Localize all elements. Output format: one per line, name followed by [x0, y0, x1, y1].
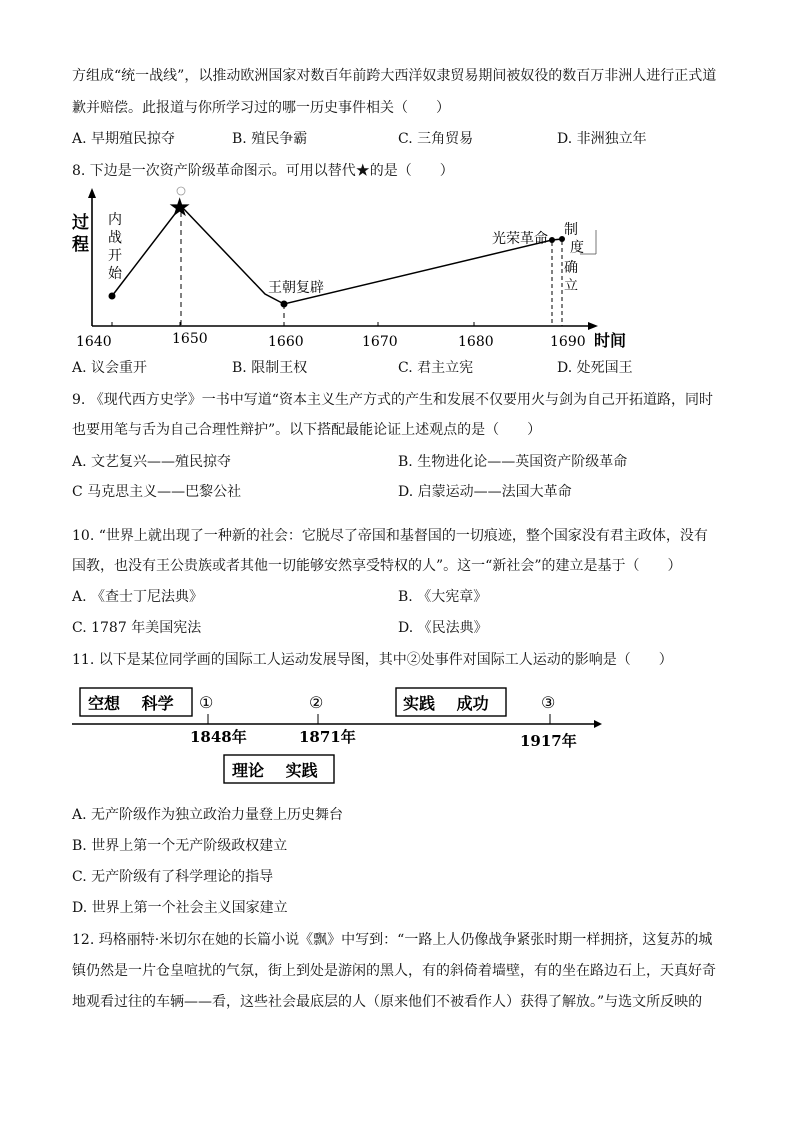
- q7-option-a: A. 早期殖民掠夺: [72, 131, 176, 147]
- q11-option-c: C. 无产阶级有了科学理论的指导: [72, 869, 274, 885]
- q8-option-b: B. 限制王权: [232, 360, 308, 376]
- q10-option-a: A. 《查士丁尼法典》: [72, 589, 204, 605]
- tick-1690: 1690: [550, 334, 586, 350]
- q7-option-d: D. 非洲独立年: [557, 131, 647, 147]
- q7-text-line1: 方组成“统一战线”，以推动欧洲国家对数百年前跨大西洋奴隶贸易期间被奴役的数百万非洲人进行正式道: [72, 68, 717, 84]
- q10-option-d: D. 《民法典》: [398, 620, 488, 636]
- q8-timeline-diagram: [60, 186, 660, 352]
- q8-option-d: D. 处死国王: [557, 360, 633, 376]
- year-1848: 1848年: [190, 728, 247, 746]
- q11-timeline-diagram: [66, 680, 626, 790]
- q7-option-c: C. 三角贸易: [398, 131, 474, 147]
- q12-text-line2: 镇仍然是一片仓皇喧扰的气氛，街上到处是游闲的黑人，有的斜倚着墙壁，有的坐在路边石上，天真好奇: [72, 963, 716, 979]
- svg-text:实践 成功: 实践 成功: [403, 694, 489, 713]
- q10-option-c: C. 1787 年美国宪法: [72, 620, 202, 636]
- q11-option-d: D. 世界上第一个社会主义国家建立: [72, 900, 288, 916]
- mark-1: ①: [199, 693, 214, 712]
- label-restoration: 王朝复辟: [268, 280, 324, 296]
- label-civil-war-2: 战: [108, 230, 122, 246]
- year-1871: 1871年: [299, 728, 356, 746]
- q8-option-c: C. 君主立宪: [398, 360, 474, 376]
- q11-option-b: B. 世界上第一个无产阶级政权建立: [72, 838, 288, 854]
- svg-text:理论 实践: 理论 实践: [232, 761, 318, 780]
- mark-2: ②: [309, 693, 324, 712]
- label-civil-war-4: 始: [108, 266, 122, 282]
- y-axis-arrow: [88, 188, 96, 198]
- q12-text-line3: 地观看过往的车辆——看，这些社会最底层的人（原来他们不被看作人）获得了解放。”与选文所反映的: [72, 994, 703, 1010]
- q11-option-a: A. 无产阶级作为独立政治力量登上历史舞台: [72, 807, 344, 823]
- mark-3: ③: [541, 693, 556, 712]
- q9-option-d: D. 启蒙运动——法国大革命: [398, 484, 572, 500]
- point-restoration: [281, 301, 288, 308]
- q12-text-line1: 12. 玛格丽特·米切尔在她的长篇小说《飘》中写到：“一路上人仍像战争紧张时期一样拥挤，这复苏的城: [72, 932, 713, 948]
- svg-text:空想 科学: 空想 科学: [88, 694, 174, 713]
- q9-text-line2: 也要用笔与舌为自己合理性辩护”。以下搭配最能论证上述观点的是（ ）: [72, 422, 542, 438]
- label-system-4: 立: [564, 278, 578, 294]
- q11-stem: 11. 以下是某位同学画的国际工人运动发展导图，其中②处事件对国际工人运动的影响是（ ）: [72, 652, 673, 668]
- label-system-3: 确: [564, 260, 578, 276]
- q7-text-line2: 歉并赔偿。此报道与你所学习过的哪一历史事件相关（ ）: [72, 100, 450, 116]
- point-glorious: [549, 237, 555, 243]
- y-axis-label-2: 程: [72, 235, 89, 255]
- q10-text-line1: 10. “世界上就出现了一种新的社会：它脱尽了帝国和基督国的一切痕迹，整个国家没有君主政体，没有: [72, 528, 708, 544]
- star-marker: ★: [168, 193, 192, 223]
- label-system-2: 度: [570, 240, 584, 256]
- year-1917: 1917年: [520, 732, 577, 750]
- q8-stem: 8. 下边是一次资产阶级革命图示。可用以替代★的是（ ）: [72, 163, 454, 179]
- label-system-1: 制: [564, 222, 578, 238]
- q7-option-b: B. 殖民争霸: [232, 131, 308, 147]
- tick-1670: 1670: [362, 334, 398, 350]
- x-axis-label: 时间: [594, 331, 627, 350]
- label-civil-war-3: 开: [108, 248, 122, 264]
- tick-1650: 1650: [172, 331, 208, 347]
- y-axis-label-1: 过: [72, 213, 89, 233]
- q9-option-b: B. 生物进化论——英国资产阶级革命: [398, 454, 628, 470]
- label-glorious-revolution: 光荣革命: [492, 231, 548, 247]
- tick-1640: 1640: [76, 334, 112, 350]
- label-civil-war-1: 内: [108, 212, 122, 228]
- tick-1660: 1660: [268, 334, 304, 350]
- q9-option-a: A. 文艺复兴——殖民掠夺: [72, 454, 232, 470]
- q10-option-b: B. 《大宪章》: [398, 589, 488, 605]
- point-civil-war: [109, 293, 116, 300]
- x-axis-arrow: [588, 322, 598, 330]
- tick-1680: 1680: [458, 334, 494, 350]
- q10-text-line2: 国教，也没有王公贵族或者其他一切能够安然享受特权的人”。这一“新社会”的建立是基于（ ）: [72, 558, 682, 574]
- q9-option-c: C 马克思主义——巴黎公社: [72, 484, 242, 500]
- q8-option-a: A. 议会重开: [72, 360, 148, 376]
- q9-text-line1: 9. 《现代西方史学》一书中写道“资本主义生产方式的产生和发展不仅要用火与剑为自己开拓道路，同时: [72, 392, 713, 408]
